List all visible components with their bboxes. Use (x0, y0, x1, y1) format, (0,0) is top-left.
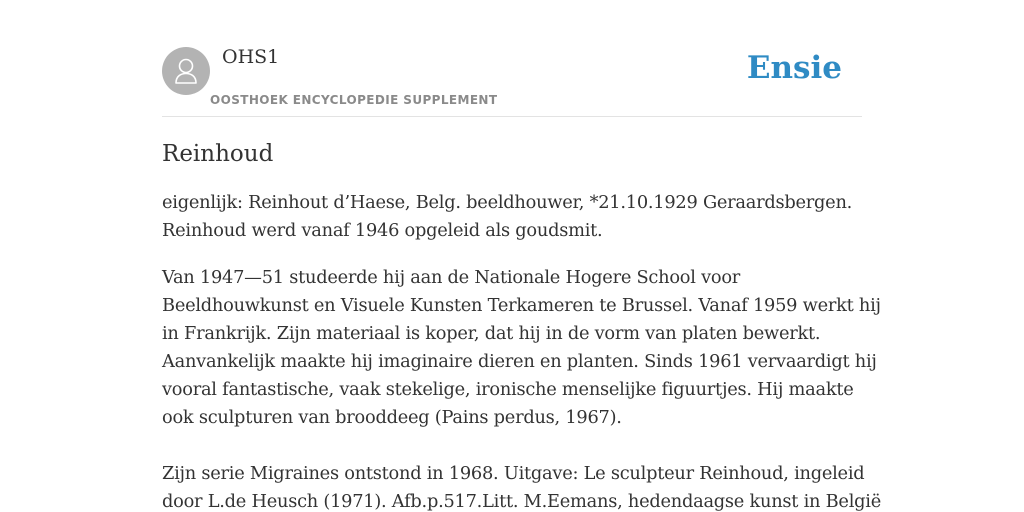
text-line: ook sculpturen van brooddeeg (Pains perdus, 1967). (162, 407, 622, 428)
article-body (162, 138, 881, 512)
text-line: door L.de Heusch (1971). Afb.p.517.Litt. M.Eemans, hedendaagse kunst in België (162, 491, 881, 512)
author-avatar[interactable] (162, 47, 210, 95)
ensie-logo[interactable]: Ensie (746, 50, 842, 86)
text-line: Beeldhouwkunst en Visuele Kunsten Terkameren te Brussel. Vanaf 1959 werkt hij (162, 295, 881, 316)
user-silhouette-icon (162, 47, 210, 95)
text-line: Reinhoud werd vanaf 1946 opgeleid als goudsmit. (162, 220, 603, 241)
article-paragraph-1 (162, 189, 862, 245)
article-paragraph-2 (162, 264, 881, 512)
source-label: OOSTHOEK ENCYCLOPEDIE SUPPLEMENT (210, 93, 498, 107)
text-line: Aanvankelijk maakte hij imaginaire dieren en planten. Sinds 1961 vervaardigt hij (162, 351, 877, 372)
text-line: Van 1947—51 studeerde hij aan de Nationale Hogere School voor (162, 267, 741, 288)
text-line: vooral fantastische, vaak stekelige, ironische menselijke figuurtjes. Hij maakte (162, 379, 854, 400)
text-line: eigenlijk: Reinhout d’Haese, Belg. beeldhouwer, *21.10.1929 Geraardsbergen. (162, 192, 853, 213)
author-link[interactable]: OHS1 (222, 46, 280, 68)
text-line: in Frankrijk. Zijn materiaal is koper, dat hij in de vorm van platen bewerkt. (162, 323, 821, 344)
text-line: Zijn serie Migraines ontstond in 1968. Uitgave: Le sculpteur Reinhoud, ingeleid (162, 463, 865, 484)
paragraph-gap (162, 432, 862, 460)
entry-header (162, 46, 862, 117)
article-title: Reinhoud (162, 141, 274, 167)
